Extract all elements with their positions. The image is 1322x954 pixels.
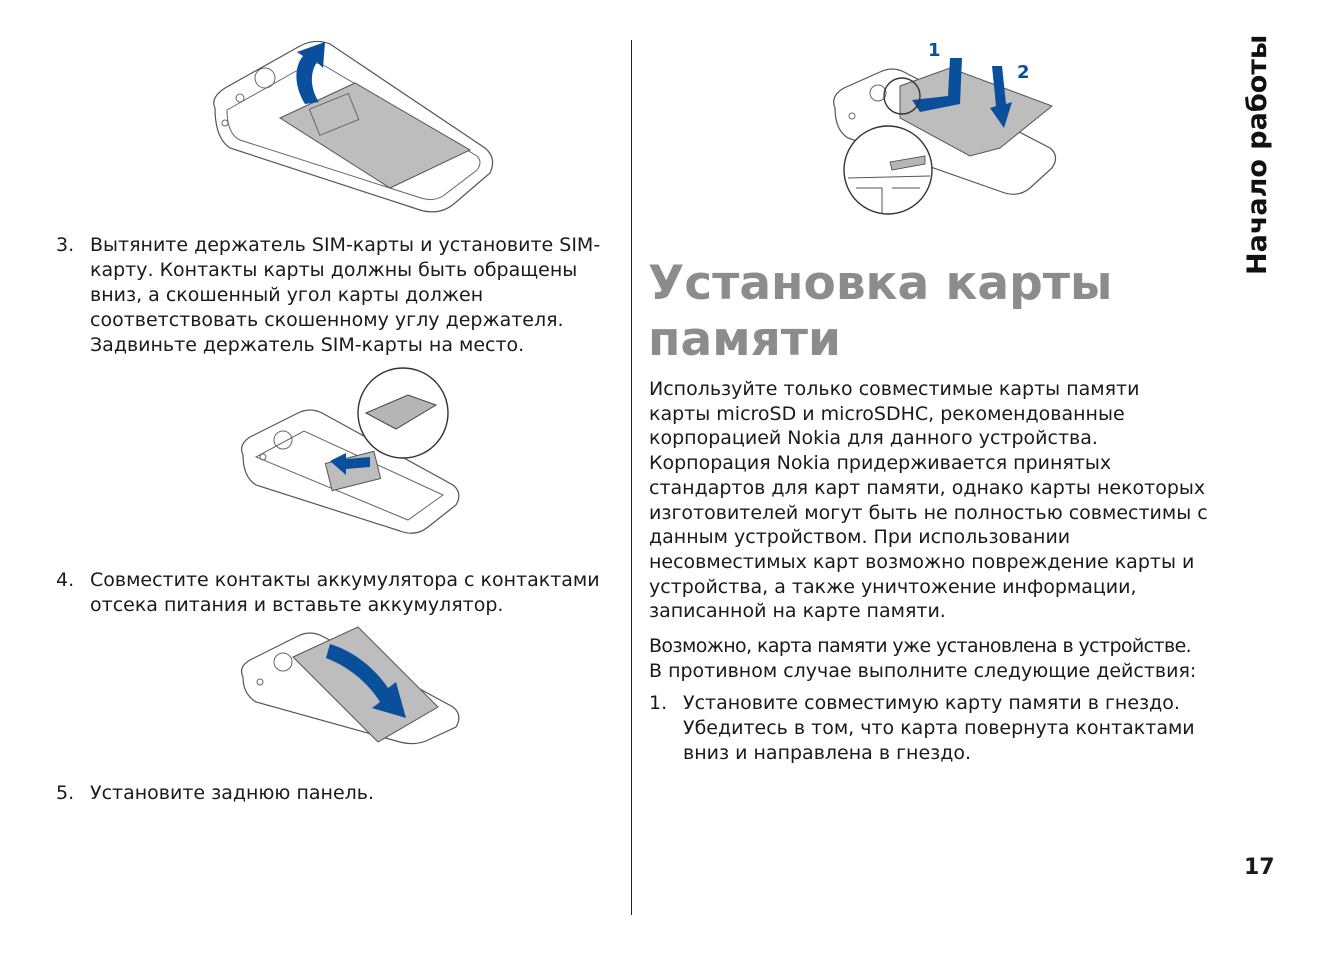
memory-card-insertion-illustration bbox=[830, 38, 1062, 218]
line: Установите совместимую карту памяти в гнездо. bbox=[683, 692, 1180, 714]
line: карту. Контакты карты должны быть обращены bbox=[90, 259, 578, 281]
chapter-side-title bbox=[1238, 34, 1278, 275]
line: отсека питания и вставьте аккумулятор. bbox=[90, 594, 504, 616]
line: Совместите контакты аккумулятора с контактами bbox=[90, 569, 600, 591]
step-text bbox=[90, 568, 600, 618]
line: записанной на карте памяти. bbox=[649, 600, 946, 623]
step-number: 4. bbox=[56, 569, 75, 591]
line: стандартов для карт памяти, однако карты некоторых bbox=[649, 476, 1206, 499]
line: изготовителей могут быть не полностью совместимы с bbox=[649, 501, 1208, 524]
line: карты microSD и microSDHC, рекомендованные bbox=[649, 402, 1125, 425]
heading-line: Установка карты bbox=[648, 256, 1113, 311]
line: В противном случае выполните следующие действия: bbox=[649, 659, 1197, 682]
heading-line: памяти bbox=[648, 312, 841, 367]
line: устройства, а также уничтожение информации, bbox=[649, 575, 1137, 598]
line: Убедитесь в том, что карта повернута контактами bbox=[683, 717, 1195, 739]
line: Вытяните держатель SIM-карты и установите SIM- bbox=[90, 234, 601, 256]
page-number: 17 bbox=[1244, 855, 1275, 880]
figure-label-1: 1 bbox=[928, 40, 941, 61]
line: вниз, а скошенный угол карты должен bbox=[90, 284, 484, 306]
line: корпорацией Nokia для данного устройства. bbox=[649, 427, 1098, 450]
line: несовместимых карт возможно повреждение карты и bbox=[649, 550, 1195, 573]
battery-removal-illustration bbox=[205, 38, 505, 223]
paragraph-instructions-intro bbox=[649, 634, 1196, 683]
line: Корпорация Nokia придерживается принятых bbox=[649, 452, 1112, 475]
battery-insertion-illustration bbox=[238, 622, 468, 747]
step-number: 5. bbox=[56, 782, 75, 804]
step-text bbox=[90, 781, 374, 806]
chapter-title-text: Начало работы bbox=[1242, 34, 1273, 275]
section-heading bbox=[648, 256, 1113, 368]
step-number: 1. bbox=[649, 692, 668, 714]
line: Используйте только совместимые карты памяти bbox=[649, 378, 1140, 400]
line: Возможно, карта памяти уже установлена в устройстве. bbox=[649, 635, 1192, 657]
line: Установите заднюю панель. bbox=[90, 782, 375, 804]
step-text bbox=[90, 233, 600, 358]
column-divider bbox=[631, 40, 632, 915]
paragraph-compatibility bbox=[649, 377, 1208, 624]
figure-label-2: 2 bbox=[1017, 62, 1030, 83]
step-number: 3. bbox=[56, 234, 75, 256]
step-text bbox=[683, 691, 1195, 766]
sim-card-insertion-illustration bbox=[238, 365, 468, 540]
line: Задвиньте держатель SIM-карты на место. bbox=[90, 334, 525, 356]
line: вниз и направлена в гнездо. bbox=[683, 742, 972, 764]
line: соответствовать скошенному углу держателя. bbox=[90, 309, 564, 331]
line: данным устройством. При использовании bbox=[649, 526, 1071, 549]
